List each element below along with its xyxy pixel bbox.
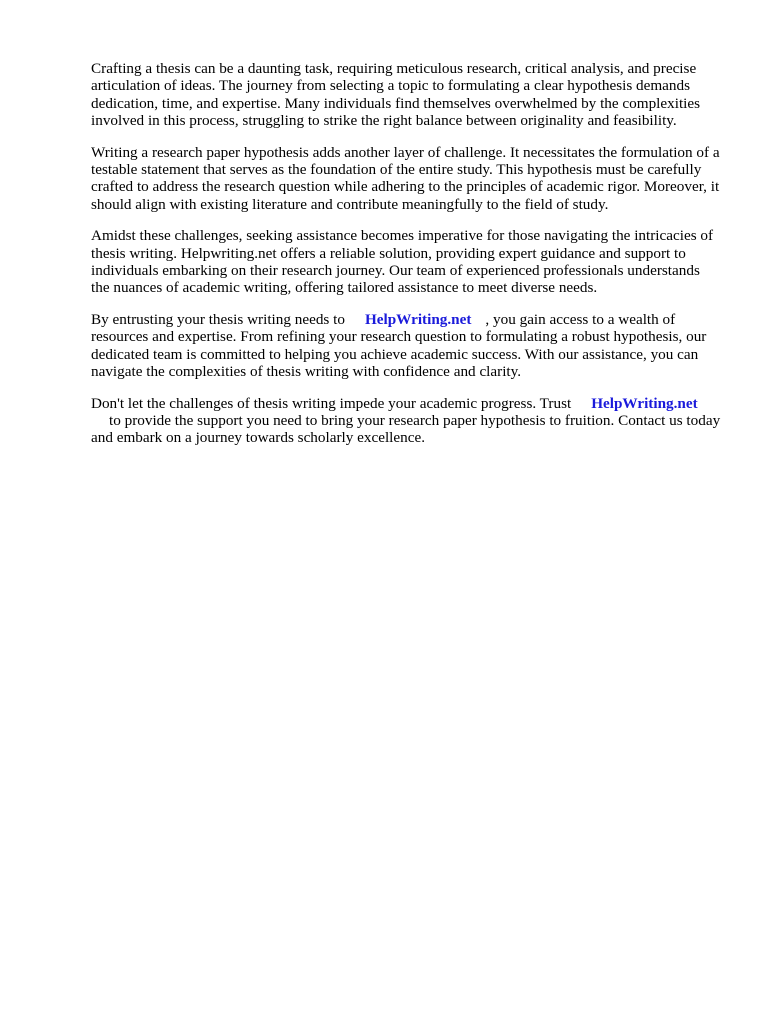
helpwriting-link-2[interactable]: HelpWriting.net bbox=[591, 394, 698, 412]
paragraph-entrusting-lead: By entrusting your thesis writing needs to bbox=[91, 310, 345, 328]
paragraph-entrusting bbox=[91, 311, 721, 381]
paragraph-closing-tail: to provide the support you need to bring your research paper hypothesis to fruition. Contact us today and embark on a journey towards scholarly excellence. bbox=[91, 411, 721, 447]
document-body bbox=[91, 60, 721, 461]
paragraph-entrusting-tail: , you gain access to a wealth of resources and expertise. From refining your research question to formulating a robust hypothesis, our dedicated team is committed to helping you achieve academic success. With our assistance, you can navigate the complexities of thesis writing with confidence and clarity. bbox=[91, 310, 707, 381]
paragraph-closing-lead: Don't let the challenges of thesis writing impede your academic progress. Trust bbox=[91, 394, 572, 412]
paragraph-closing bbox=[91, 395, 721, 447]
paragraph-intro: Crafting a thesis can be a daunting task, requiring meticulous research, critical analysis, and precise articulation of ideas. The journey from selecting a topic to formulating a clear hypothesis demands dedication, time, and expertise. Many individuals find themselves overwhelmed by the complexities involved in this process, struggling to strike the right balance between originality and feasibility. bbox=[91, 60, 701, 130]
paragraph-hypothesis: Writing a research paper hypothesis adds another layer of challenge. It necessitates the formulation of a testable statement that serves as the foundation of the entire study. This hypothesis must be carefully crafted to address the research question while adhering to the principles of academic rigor. Moreover, it should align with existing literature and contribute meaningfully to the field of study. bbox=[91, 143, 720, 213]
paragraph-assistance: Amidst these challenges, seeking assistance becomes imperative for those navigating the intricacies of thesis writing. Helpwriting.net offers a reliable solution, providing expert guidance and support to individuals embarking on their research journey. Our team of experienced professionals understands the nuances of academic writing, offering tailored assistance to meet diverse needs. bbox=[91, 227, 714, 297]
helpwriting-link[interactable]: HelpWriting.net bbox=[364, 310, 472, 328]
